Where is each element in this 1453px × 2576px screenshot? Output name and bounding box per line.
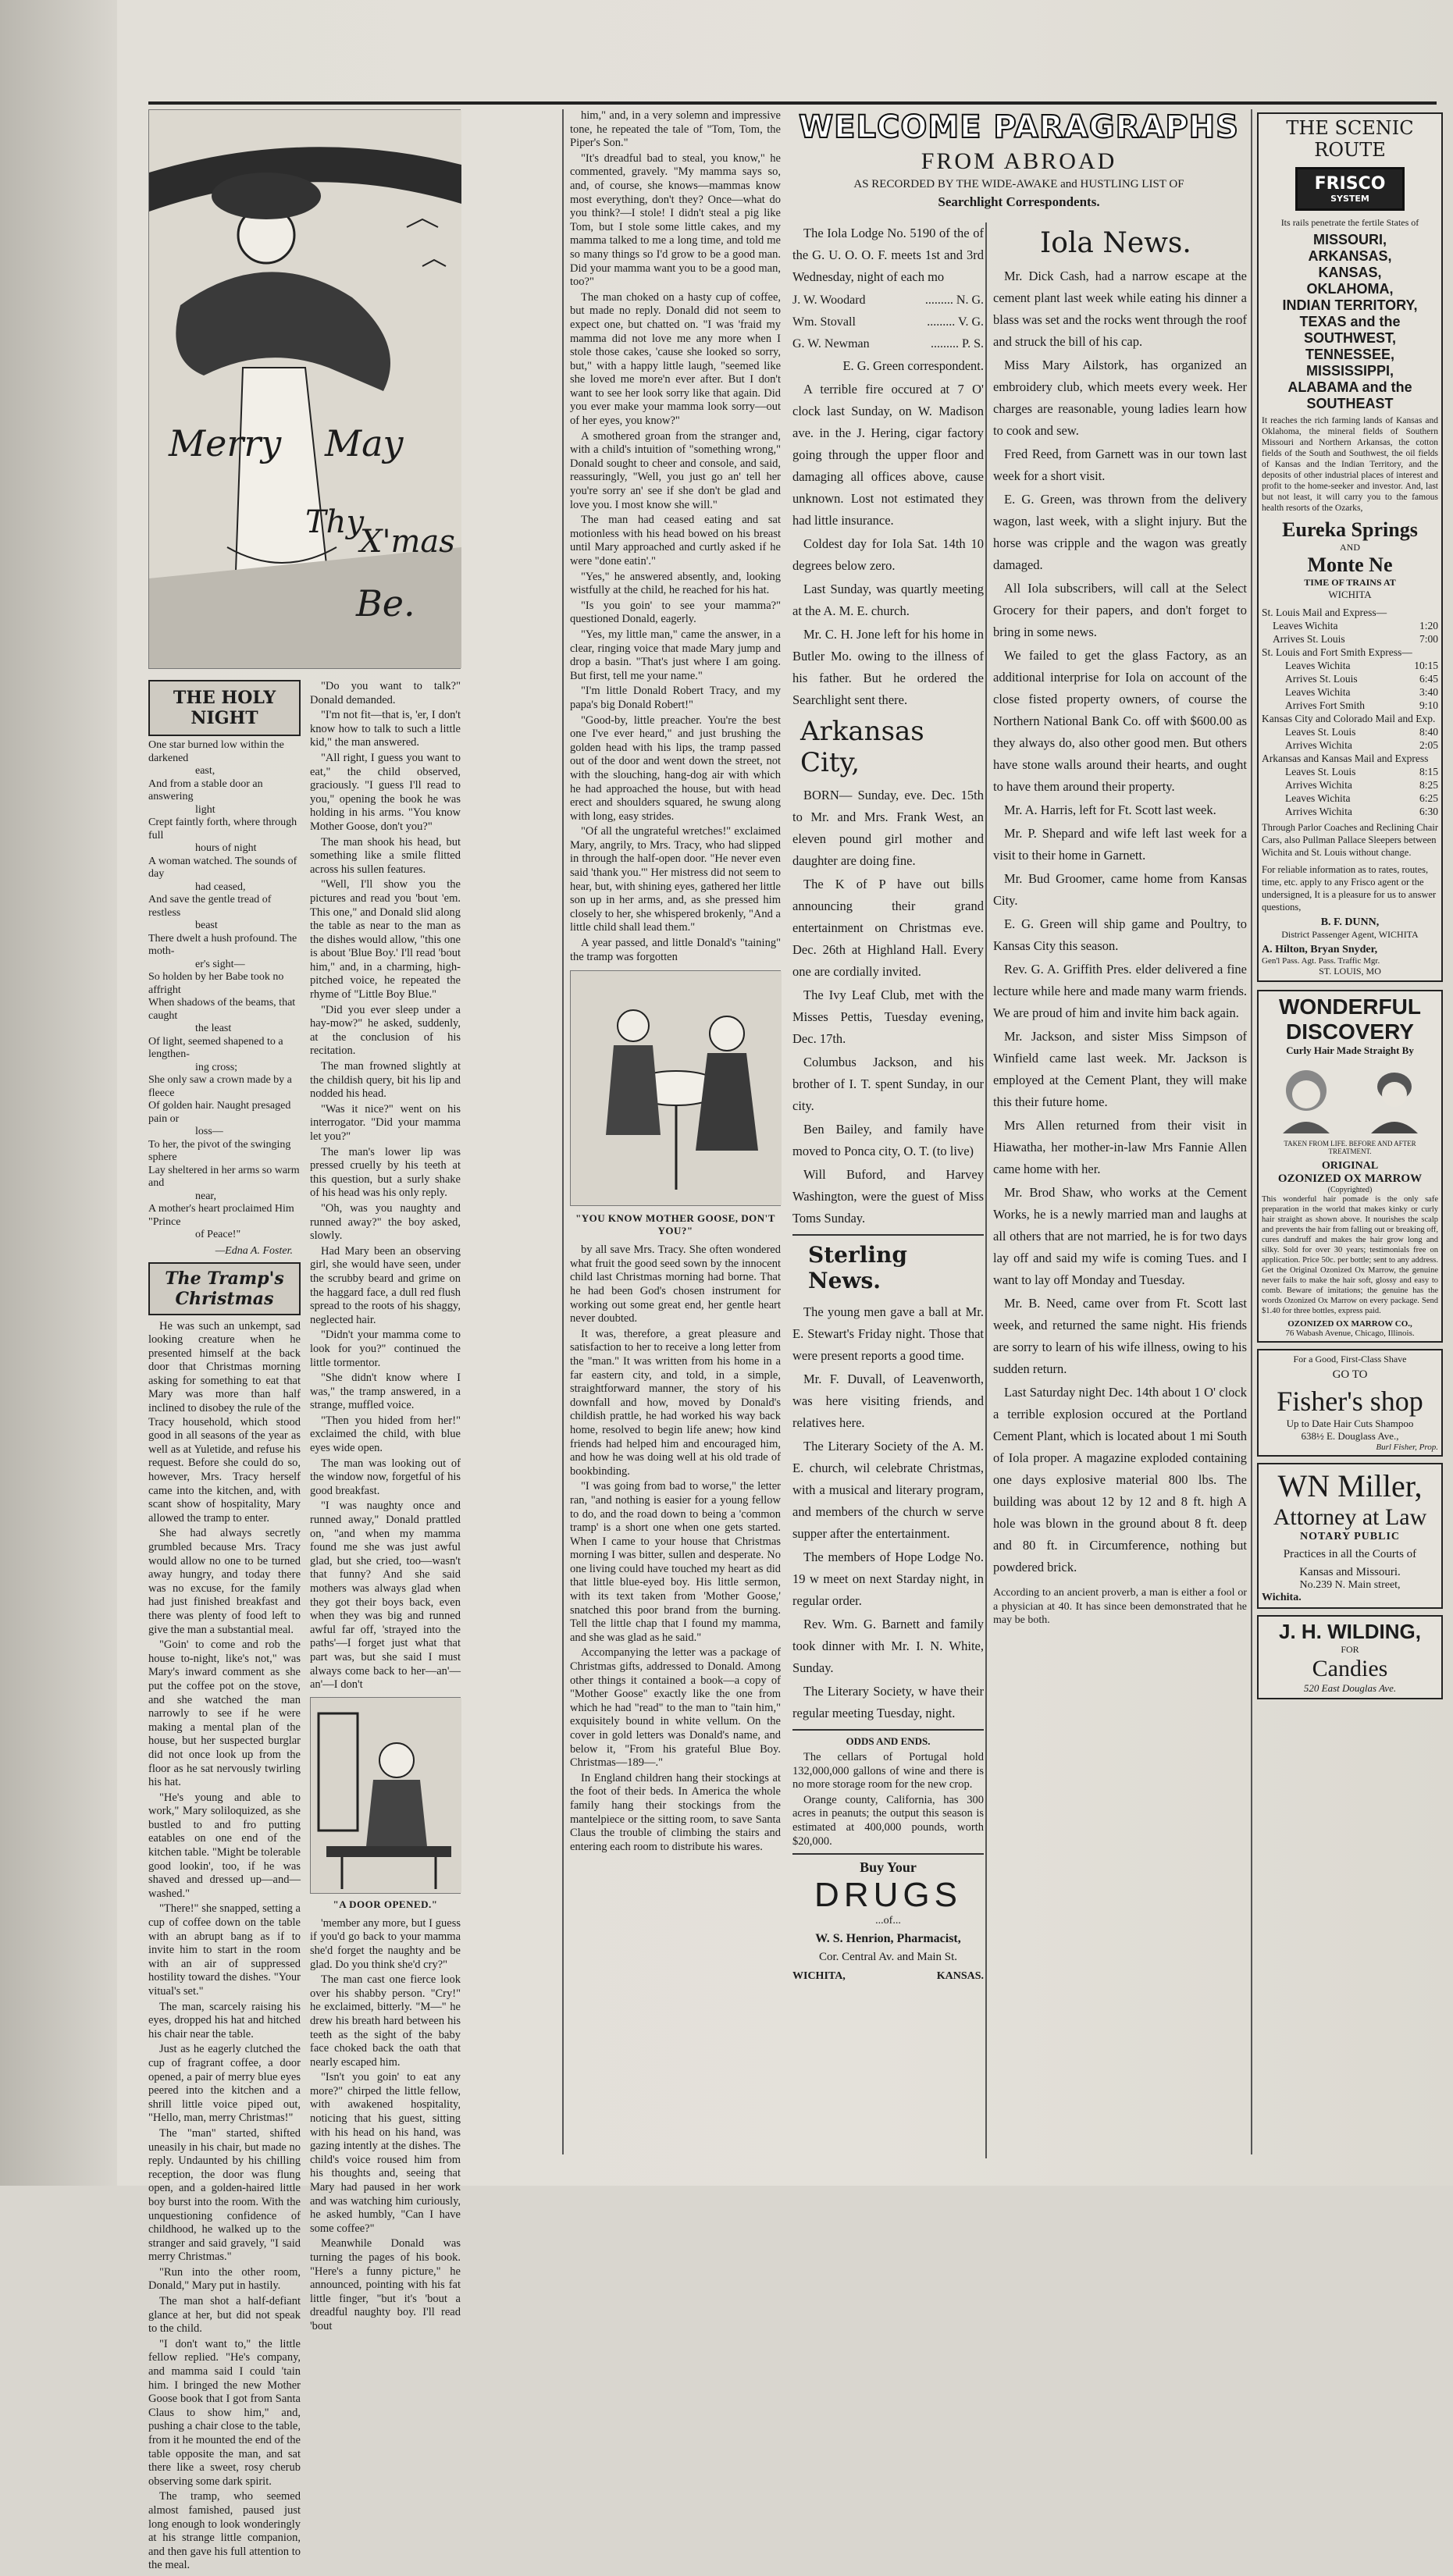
- train-row: [1262, 738, 1438, 752]
- through-coaches: Through Parlor Coaches and Reclining Chair Cars, also Pullman Pallace Sleepers between Wichita and St. Louis without change.: [1262, 822, 1438, 858]
- story-paragraph: She had always secretly grumbled because Mrs. Tracy would allow no one to be turned away hungry, and today there was no excuse, for the family had just finished breakfast and there was plenty of food left to give the man a substantial meal.: [148, 1527, 301, 1636]
- train-time: 3:40: [1419, 686, 1438, 698]
- story-paragraph: The tramp, who seemed almost famished, paused just long enough to look wonderingly at his strange little companion, and then gave his full attention to the meal.: [148, 2490, 301, 2572]
- poem-line: Of light, seemed shapened to a lengthen-: [148, 1035, 283, 1060]
- drugs-word: DRUGS: [814, 1876, 962, 1915]
- original-label: ORIGINAL: [1321, 1160, 1379, 1172]
- card-text-merry: Merry: [169, 422, 282, 464]
- col1-body: [148, 680, 461, 2576]
- sterling-news-title: Sterling News.: [808, 1242, 907, 1293]
- story-paragraph: "Did you ever sleep under a hay-mow?" he asked, suddenly, at the conclusion of his recitation.: [310, 1003, 461, 1058]
- news-item: Will Buford, and Harvey Washington, were the guest of Miss Toms Sunday.: [792, 1167, 984, 1226]
- train-row: [1262, 699, 1438, 712]
- state-name: TENNESSEE,: [1305, 347, 1395, 362]
- train-time: 2:05: [1419, 739, 1438, 751]
- news-item: Ben Bailey, and family have moved to Ponca city, O. T. (to live): [792, 1122, 984, 1158]
- news-item: The members of Hope Lodge No. 19 w meet on next Starday night, in regular order.: [792, 1550, 984, 1608]
- story-paragraph: "I'm not fit—that is, 'er, I don't know how to talk to such a little kid," the man answered.: [310, 709, 461, 749]
- rule-sterling: [792, 1234, 984, 1236]
- poem-line: er's sight—: [195, 958, 245, 970]
- fishers-shop: Fisher's shop: [1277, 1386, 1423, 1417]
- poem-line: beast: [195, 920, 218, 931]
- story-paragraph: "All right, I guess you want to eat," the child observed, graciously. "I guess I'll read to you," opening the book he was holding in his arms. "You know Mother Goose, don't you?": [310, 751, 461, 833]
- miller-city: Wichita.: [1262, 1592, 1302, 1603]
- train-times: [1262, 606, 1438, 818]
- poem-line: A woman watched. The sounds of day: [148, 855, 297, 880]
- train-label: Leaves St. Louis: [1285, 726, 1356, 738]
- tramp-story-part4: [570, 109, 781, 964]
- poem-line: And from a stable door an answering: [148, 777, 263, 802]
- story-paragraph: Meanwhile Donald was turning the pages of his book. "Here's a funny picture," he announced, pointing with his fat little finger, "but it's 'bout a dreadful naughty boy. I'll read 'bout: [310, 2237, 461, 2332]
- card-text-be: Be.: [356, 582, 415, 624]
- poem-line: A mother's heart proclaimed Him "Prince: [148, 1203, 294, 1228]
- train-row: [1262, 712, 1438, 725]
- news-item: Mr. C. H. Jone left for his home in Butler Mo. owing to the illness of his father. But he ordered the Searchlight sent there.: [792, 627, 984, 707]
- miller-ad: [1257, 1463, 1443, 1609]
- story-paragraph: "I was naughty once and runned away," Donald prattled on, "and when my mamma found me she was just awful glad, but she cried, too—wasn't that funny? And she said mothers was always glad when they got their boys back, even when they was big and runned awful far off, 'strayed into the paths'—I forget just what that part was, but she said I must always come back to her—an'—an'—I don't: [310, 1500, 461, 1692]
- train-label: Arrives St. Louis: [1285, 673, 1358, 685]
- frisco-states: [1262, 232, 1438, 412]
- news-item: Coldest day for Iola Sat. 14th 10 degrees below zero.: [792, 536, 984, 573]
- from-abroad: FROM ABROAD: [921, 148, 1117, 174]
- train-label: Leaves Wichita: [1273, 620, 1338, 632]
- tramp-story-part1: [148, 1320, 301, 2573]
- story-paragraph: The man shot a half-defiant glance at her, but did not speak to the child.: [148, 2295, 301, 2336]
- story-paragraph: The man cast one fierce look over his shabby person. "Cry!" he exclaimed, bitterly. "M—" he drew his breath hard between his teeth as the sight of the baby face choked back the oath that nearly escaped him.: [310, 1973, 461, 2069]
- train-label: Arrives Wichita: [1285, 739, 1352, 751]
- poem-line: One star burned low within the darkened: [148, 739, 284, 764]
- mother-goose-illustration: [570, 970, 781, 1206]
- odds-ends-title: ODDS AND ENDS.: [846, 1735, 931, 1747]
- train-row: [1262, 725, 1438, 738]
- story-paragraph: The "man" started, shifted uneasily in his chair, but made no reply. Undaunted by his chilling reception, the door was flung open, and a golden-haired little boy burst into the room. With the unquestioning confidence of childhood, he walked up to the stranger and said gravely, "I said merry Christmas.": [148, 2126, 301, 2264]
- news-item: Mr. B. Need, came over from Ft. Scott last week, and returned the same night. His friends are sorry to learn of his wife illness, owing to his sudden return.: [993, 1296, 1247, 1376]
- news-item: Mr. Brod Shaw, who works at the Cement Works, he is a newly married man and laughs at all others that are not married, he is for two days lay off and said my wife is coming Tues. and I want to lay off Monday and Tuesday.: [993, 1185, 1247, 1287]
- train-label: Leaves Wichita: [1285, 686, 1351, 698]
- tramp-title: The Tramp's Christmas: [148, 1262, 301, 1315]
- train-row: [1262, 765, 1438, 778]
- officer-name: Wm. Stovall: [792, 315, 856, 329]
- story-paragraph: "She didn't know where I was," the tramp answered, in a strange, muffled voice.: [310, 1372, 461, 1412]
- story-paragraph: A smothered groan from the stranger and, with a child's intuition of "something wrong," Donald sought to cheer and console, and said, reassuringly, "Well, you just go an' tell her you're sorry an' see if she don't be glad and love you. I most know she will.": [570, 429, 781, 511]
- before-portrait: [1275, 1063, 1337, 1133]
- rule-drugs: [792, 1853, 984, 1855]
- story-paragraph: In England children hang their stockings at the foot of their beds. In America the whole family hang their stockings from the mantelpiece or the sitting room, to save Santa Claus the trouble of climbing the stairs and entering each room to distribute his wares.: [570, 1771, 781, 1853]
- hilton-titles: Gen'l Pass. Agt. Pass. Traffic Mgr.: [1262, 956, 1380, 966]
- news-item: Last Sunday, was quartly meeting at the A. M. E. church.: [792, 582, 984, 618]
- train-time: 10:15: [1414, 660, 1438, 671]
- hilton-names: A. Hilton, Bryan Snyder,: [1262, 944, 1378, 955]
- lodge-officer-row: [792, 290, 984, 311]
- mother-goose-caption: "YOU KNOW MOTHER GOOSE, DON'T YOU?": [575, 1212, 775, 1237]
- lodge-officers: [792, 290, 984, 355]
- poem-line: When shadows of the beams, that caught: [148, 997, 296, 1022]
- tramp-story-part2: [310, 680, 461, 1692]
- wilding-name: J. H. WILDING,: [1279, 1620, 1421, 1643]
- state-name: TEXAS and the: [1299, 314, 1401, 329]
- time-of-trains: TIME OF TRAINS AT: [1304, 577, 1396, 588]
- lodge-officer-row: [792, 311, 984, 333]
- story-paragraph: "Well, I'll show you the pictures and read you 'bout 'em. This one," and Donald slid along the table as near to the man as the dishes would allow, "this one is about 'Blue Boy.' I'll read 'bout him," and, in a charming, high-pitched voice, he repeated the rhyme of "Little Boy Blue.": [310, 878, 461, 1002]
- news-item: The Literary Society of the A. M. E. church, wil celebrate Christmas, with a musical and literary program, and members of the church w serve supper after the entertainment.: [792, 1439, 984, 1541]
- story-paragraph: The man had ceased eating and sat motionless with his head bowed on his breast until Mary approached and curtly asked if he were "done eatin'.": [570, 514, 781, 568]
- odds-item: The cellars of Portugal hold 132,000,000 gallons of wine and there is no more storage room for the new crop.: [792, 1751, 984, 1791]
- marrow-text: This wonderful hair pomade is the only safe preparation in the world that makes kinky or curly hair straight as shown above. It nourishes the scalp and prevents the hair from falling out or breaking off, cures dandruff and makes the hair grow long and silky. Sold for over 30 years; testimonials free on application. Price 50c. per bottle; sent to any address. Get the Original Ozonized Ox Marrow, the genuine never fails to make the hair soft, glossy and easy to comb. Beware of imitations; the genuine has the words Ozonized Ox Marrow on every package. Send $1.40 for three bottles, express paid.: [1262, 1195, 1438, 1315]
- story-paragraph: "Is you goin' to see your mamma?" questioned Donald, eagerly.: [570, 599, 781, 626]
- story-paragraph: Had Mary been an observing girl, she would have seen, under the scrubby beard and grime on the haggard face, a dull red flush spread to the roots of his shaggy, neglected hair.: [310, 1244, 461, 1326]
- poem-line: of Peace!": [195, 1229, 241, 1240]
- train-time: 6:45: [1419, 673, 1438, 685]
- iola-items: [792, 379, 984, 711]
- story-paragraph: by all save Mrs. Tracy. She often wondered what fruit the good seed sown by the innocent child last Christmas morning had borne. That he had been God's chosen instrument for working out some great end, her gentle heart never doubted.: [570, 1244, 781, 1325]
- odds-ends-items: [792, 1751, 984, 1848]
- holy-night-title: THE HOLY NIGHT: [148, 680, 301, 736]
- train-label: Leaves St. Louis: [1285, 766, 1356, 777]
- arkansas-city-items: [792, 785, 984, 1229]
- recorded-by: AS RECORDED BY THE WIDE-AWAKE and HUSTLING LIST OF: [853, 178, 1184, 190]
- train-row: [1262, 752, 1438, 765]
- news-item: BORN— Sunday, eve. Dec. 15th to Mr. and Mrs. Frank West, an eleven pound girl mother and daughter are doing fine.: [792, 788, 984, 868]
- ox-marrow-ad: [1257, 990, 1443, 1343]
- go-to: GO TO: [1332, 1368, 1368, 1381]
- train-row: [1262, 778, 1438, 792]
- arkansas-city-title: Arkansas City,: [800, 716, 924, 778]
- officer-title: ......... P. S.: [930, 337, 984, 350]
- train-label: St. Louis Mail and Express—: [1262, 607, 1387, 618]
- news-item: The Ivy Leaf Club, met with the Misses Pettis, Tuesday evening, Dec. 17th.: [792, 987, 984, 1046]
- practices: Practices in all the Courts of: [1283, 1548, 1417, 1560]
- top-rule: [148, 101, 1437, 105]
- poem-line: the least: [195, 1023, 232, 1034]
- mother-goose-art: [571, 971, 782, 1205]
- wilding-ad: [1257, 1615, 1443, 1699]
- news-item: A terrible fire occured at 7 O' clock last Sunday, on W. Madison ave. in the J. Hering, cigar factory going through the upper floor and damaging all offices above, cause unknown. Lost not estimated they had little insurance.: [792, 382, 984, 528]
- train-row: [1262, 792, 1438, 805]
- column-3-body: [792, 222, 984, 2158]
- column-2: [570, 109, 781, 2162]
- state-name: MISSISSIPPI,: [1305, 363, 1394, 379]
- searchlight-correspondents: Searchlight Correspondents.: [938, 194, 1100, 209]
- story-paragraph: "Yes," he answered absently, and, looking wistfully at the child, he reached for his hat.: [570, 570, 781, 597]
- story-paragraph: 'member any more, but I guess if you'd go back to your mamma she'd forget the naughty and be glad. Do you think she'd cry?": [310, 1916, 461, 1971]
- news-item: E. G. Green, was thrown from the delivery wagon, last week, with a slight injury. But the horse was cripple and the wagon was greatly damaged.: [993, 492, 1247, 572]
- door-opened-caption: "A DOOR OPENED.": [333, 1898, 438, 1910]
- story-paragraph: "Goin' to come and rob the house to-night, like's not," was Mary's inward comment as she put the coffee pot on the stove, and she watched the man narrowly to see if he were making a mental plan of the house, but her suspected burglar did not once look up from the floor as he sat nervously twirling his hat.: [148, 1638, 301, 1789]
- odds-item: Orange county, California, has 300 acres in peanuts; the output this season is estimated at 400,000 pounds, worth $20,000.: [792, 1793, 984, 1848]
- fisher-address: 638½ E. Douglass Ave.,: [1301, 1430, 1399, 1442]
- poem-line: And save the gentle tread of restless: [148, 894, 272, 919]
- state-name: SOUTHEAST: [1306, 396, 1394, 411]
- poem-line: Of golden hair. Naught presaged pain or: [148, 1100, 291, 1125]
- col1-right: [310, 680, 461, 2576]
- state-name: INDIAN TERRITORY,: [1282, 297, 1418, 313]
- after-portrait: [1363, 1063, 1426, 1133]
- column-5-ads: [1257, 109, 1443, 2162]
- news-item: Mr. Dick Cash, had a narrow escape at the cement plant last week while eating his dinner a blass was set and the rocks went through the roof and struck the bill of his cap.: [993, 269, 1247, 349]
- news-item: Last Saturday night Dec. 14th about 1 O' clock a terrible explosion occured at the Portland Cement Plant, which is located about 1 mi South of Iola proper. A magazine exploded containing one days explosive material 800 lbs. The building was about 12 by 12 and 8 ft. high A hole was blown in the ground about 8 ft. deep and 80 ft. in Circumference, nothing but powdered brick.: [993, 1385, 1247, 1574]
- train-row: [1262, 646, 1438, 659]
- story-paragraph: The man frowned slightly at the childish query, bit his lip and nodded his head.: [310, 1060, 461, 1101]
- train-time: 6:25: [1419, 792, 1438, 804]
- news-item: All Iola subscribers, will call at the Select Grocery for their papers, and don't forget to bring in some news.: [993, 581, 1247, 639]
- story-paragraph: "I don't want to," the little fellow replied. "He's company, and mamma said I could 'tain him. I bringed the new Mother Goose book that I got from Santa Claus to show him," and, pushing a chair close to the table, from it he mounted the end of the table opposite the man, and sat there like a sweet, rosy cherub observing some dark spirit.: [148, 2337, 301, 2488]
- wonderful: WONDERFUL: [1279, 994, 1421, 1019]
- proverb: According to an ancient proverb, a man is either a fool or a physician at 40. It has since been demonstrated that he may be both.: [993, 1587, 1247, 1627]
- poem-line: To her, the pivot of the swinging sphere: [148, 1138, 291, 1163]
- drugs-city-row: [792, 1970, 984, 1983]
- train-time: 8:15: [1419, 766, 1438, 777]
- iola-news-items: [993, 265, 1247, 1578]
- frisco-logo-system: SYSTEM: [1330, 194, 1369, 204]
- state-name: SOUTHWEST,: [1303, 330, 1396, 346]
- train-time: 7:00: [1419, 633, 1438, 645]
- lodge-correspondent: E. G. Green correspondent.: [842, 358, 984, 373]
- news-item: Columbus Jackson, and his brother of I. T. spent Sunday, in our city.: [792, 1055, 984, 1113]
- poem-line: So holden by her Babe took no affright: [148, 971, 284, 996]
- poem-line: Crept faintly forth, where through full: [148, 817, 297, 841]
- monte-ne: Monte Ne: [1307, 553, 1393, 576]
- train-label: Arkansas and Kansas Mail and Express: [1262, 753, 1429, 764]
- story-paragraph: The man's lower lip was pressed cruelly by his teeth at this question, but a surly shake of his head was his only reply.: [310, 1145, 461, 1200]
- story-paragraph: Accompanying the letter was a package of Christmas gifts, addressed to Donald. Among other things it contained a book—a copy of "Mother Goose" exactly like the one from which he had "read" to the man to "tain him," exquisitely bound in white vellum. On the cover in gold letters was Donald's name, and below it, "From his grateful Blue Boy. Christmas—189—.": [570, 1646, 781, 1770]
- train-label: Arrives Fort Smith: [1285, 699, 1366, 711]
- story-paragraph: "There!" she snapped, setting a cup of coffee down on the table with an abrupt bang as if to invite him to start in the room with an air of suppressed hostility toward the dishes. "Your vitual's set.": [148, 1902, 301, 1998]
- story-paragraph: Just as he eagerly clutched the cup of fragrant coffee, a door opened, a pair of merry blue eyes peered into the kitchen and a shrill little voice piped out, "Hello, man, merry Christmas!": [148, 2043, 301, 2125]
- st-louis-mo: ST. LOUIS, MO: [1319, 966, 1381, 977]
- train-label: Arrives Wichita: [1285, 806, 1352, 817]
- reliable-info: For reliable information as to rates, routes, time, etc. apply to any Frisco agent or the undersigned, It is a pleasure for us to answer questions,: [1262, 864, 1437, 913]
- news-item: Mr. Jackson, and sister Miss Simpson of Winfield came last week. Mr. Jackson is employed at the Cement Plant, they will make this their future home.: [993, 1029, 1247, 1109]
- story-paragraph: "Good-by, little preacher. You're the best one I've ever heard," and just brushing the golden head with his lips, the tramp passed out of the door and went down the street, not with the slouching, hang-dog air with which he had approached the house, but with head erect and shoulders squared, he swung along with long, easy strides.: [570, 713, 781, 823]
- miller-address: No.239 N. Main street,: [1299, 1579, 1401, 1591]
- train-time: 8:40: [1419, 726, 1438, 738]
- news-item: E. G. Green will ship game and Poultry, to Kansas City this season.: [993, 916, 1247, 953]
- attorney: Attorney at Law: [1273, 1504, 1427, 1530]
- drugs-buy: Buy Your: [860, 1859, 917, 1876]
- hair-cuts: Up to Date Hair Cuts Shampoo: [1286, 1418, 1414, 1429]
- iola-news-title: Iola News.: [1040, 227, 1191, 259]
- story-paragraph: The man shook his head, but something like a smile flitted across his sullen features.: [310, 835, 461, 876]
- news-item: Miss Mary Ailstork, has organized an embroidery club, which meets every week. Her charges are reasonable, young ladies learn how to cook and sew.: [993, 358, 1247, 438]
- drugs-ad: [792, 1859, 984, 1983]
- story-paragraph: "Was it nice?" went on his interrogator. "Did your mamma let you?": [310, 1102, 461, 1143]
- train-row: [1262, 685, 1438, 699]
- curly-hair: Curly Hair Made Straight By: [1286, 1044, 1414, 1056]
- card-text-may: May: [325, 422, 404, 464]
- train-row: [1262, 659, 1438, 672]
- train-time: 9:10: [1419, 699, 1438, 711]
- story-paragraph: "Do you want to talk?" Donald demanded.: [310, 680, 461, 706]
- story-paragraph: "He's young and able to work," Mary soliloquized, as she bustled to and fro putting eatables on one end of the kitchen table. "Might be tolerable good lookin', too, if he was shaved and dressed up—and—washed.": [148, 1791, 301, 1900]
- dunn-title: District Passenger Agent, WICHITA: [1281, 929, 1419, 940]
- holy-night-poem: [148, 739, 301, 1242]
- rule-odds: [792, 1729, 984, 1731]
- train-label: Leaves Wichita: [1285, 660, 1351, 671]
- story-paragraph: The man was looking out of the window now, forgetful of his good breakfast.: [310, 1457, 461, 1497]
- notary: NOTARY PUBLIC: [1299, 1531, 1400, 1542]
- column-divider-4: [1251, 109, 1252, 2154]
- state-name: KANSAS,: [1318, 265, 1382, 280]
- state-name: OKLAHOMA,: [1306, 281, 1394, 297]
- and-word: AND: [1340, 542, 1360, 553]
- eureka-springs: Eureka Springs: [1282, 518, 1418, 541]
- news-item: The Literary Society, w have their regular meeting Tuesday, night.: [792, 1684, 984, 1720]
- good-shave: For a Good, First-Class Shave: [1293, 1354, 1407, 1364]
- lodge-intro: The Iola Lodge No. 5190 of the of the G. U. O. O. F. meets 1st and 3rd Wednesday, night of each mo: [792, 226, 984, 284]
- drugs-city: WICHITA,: [792, 1970, 846, 1983]
- train-label: St. Louis and Fort Smith Express—: [1262, 646, 1412, 658]
- welcome-section: [789, 109, 1249, 210]
- train-row: [1262, 619, 1438, 632]
- train-row: [1262, 606, 1438, 619]
- train-label: Kansas City and Colorado Mail and Exp.: [1262, 713, 1436, 724]
- news-item: Mr. A. Harris, left for Ft. Scott last week.: [1004, 802, 1216, 817]
- column-4: [993, 222, 1247, 2158]
- frisco-logo-text: FRISCO: [1314, 174, 1386, 194]
- train-row: [1262, 672, 1438, 685]
- story-paragraph: "I'm little Donald Robert Tracy, and my papa's big Donald Robert!": [570, 685, 781, 711]
- train-label: Arrives Wichita: [1285, 779, 1352, 791]
- news-item: Mr. Bud Groomer, came home from Kansas City.: [993, 871, 1247, 908]
- poem-author: —Edna A. Foster.: [215, 1244, 293, 1257]
- drugs-of: ...of...: [875, 1915, 901, 1927]
- train-row: [1262, 805, 1438, 818]
- ox-marrow-address: 76 Wabash Avenue, Chicago, Illinois.: [1285, 1329, 1415, 1338]
- sterling-items: [792, 1301, 984, 1724]
- tramp-story-part5: [570, 1244, 781, 1854]
- story-paragraph: It was, therefore, a great pleasure and satisfaction to her to receive a long letter from the "man." It was written from his home in a far eastern city, and told, in a simple, straightforward manner, the story of his downfall and how, moved by Donald's childish prattle, he had worked his way back home, resolved to begin life anew; how kind friends had helped him and encouraged him, and how he was doing well at his old trade of bookbinding.: [570, 1327, 781, 1478]
- poem-line: light: [195, 803, 215, 816]
- poem-line: ing cross;: [195, 1061, 238, 1073]
- fisher-prop: Burl Fisher, Prop.: [1376, 1443, 1438, 1452]
- story-paragraph: "Isn't you goin' to eat any more?" chirped the little fellow, with awakened hospitality, noticing that his guest, sitting with his head on his hand, was gazing intently at the dishes. The child's voice roused him from his thoughts and, seeing that Mary had paused in her work and was watching him curiously, he asked humbly, "Can I have some coffee?": [310, 2071, 461, 2235]
- story-paragraph: him," and, in a very solemn and impressive tone, he repeated the tale of "Tom, Tom, the Piper's Son.": [570, 109, 781, 150]
- story-paragraph: "Run into the other room, Donald," Mary put in hastily.: [148, 2265, 301, 2293]
- poem-line: hours of night: [195, 842, 257, 854]
- story-paragraph: "Of all the ungrateful wretches!" exclaimed Mary, angrily, to Mrs. Tracy, who had slipped in through the half-open door. "He never even said 'thank you.'" Her mistress did not seem to hear, but, with shining eyes, gathered her little son up in her arms, and, as she pressed him closely to her, she whispered brokenly, "And a little child shall lead them.": [570, 825, 781, 934]
- scenic-route-title: THE SCENIC ROUTE: [1286, 117, 1414, 161]
- frisco-reaches: It reaches the rich farming lands of Kansas and Oklahoma, the mineral fields of Southern Missouri and Northern Arkansas, the cotton fields of the South and Southwest, the oil fields of Kansas and the Indian Territory, and the deposits of other industrial places of interest and profit to the home-seeker and investor. And, last but not least, it will carry you to the famous health resorts of the Ozarks,: [1262, 416, 1438, 513]
- frisco-penetrate: Its rails penetrate the fertile States of: [1280, 217, 1419, 228]
- miller-name: WN Miller,: [1277, 1468, 1423, 1503]
- train-label: Leaves Wichita: [1285, 792, 1351, 804]
- taken-from-life: TAKEN FROM LIFE. BEFORE AND AFTER TREATMENT.: [1284, 1140, 1416, 1155]
- news-item: Rev. G. A. Griffith Pres. elder delivered a fine lecture while here and made many warm friends. We are proud of him and invite him back again.: [993, 962, 1247, 1020]
- officer-title: ......... N. G.: [924, 294, 984, 307]
- poem-line: Lay sheltered in her arms so warm and: [148, 1164, 300, 1189]
- news-item: Rev. Wm. G. Barnett and family took dinner with Mr. I. N. White, Sunday.: [792, 1617, 984, 1675]
- story-paragraph: He was such an unkempt, sad looking creature when he presented himself at the back door that Christmas morning asking for something to eat that Mary was more than half inclined to disobey the rule of the Tracy household, which stood good in all seasons of the year as well as at Yuletide, and refuse his request. Before she could do so, however, Mrs. Tracy herself came into the kitchen, and, with scant show of hospitality, Mary allowed the tramp to enter.: [148, 1319, 301, 1525]
- discovery: DISCOVERY: [1286, 1019, 1414, 1044]
- state-name: ALABAMA and the: [1287, 379, 1412, 395]
- column-divider-3: [985, 222, 987, 2158]
- poem-line: loss—: [195, 1126, 223, 1137]
- news-item: We failed to get the glass Factory, as an additional interprise for Iola on account of the close fisted property owners, of course the Northern National Bank Co. off with $600.00 as they always do, also other good men. But others have stone walls around their hearts, and ought to have them around their property.: [993, 648, 1247, 794]
- news-item: Mr. F. Duvall, of Leavenworth, was here visiting friends, and relatives here.: [792, 1372, 984, 1430]
- column-divider-1: [562, 109, 564, 2154]
- wilding-address: 520 East Douglas Ave.: [1303, 1682, 1397, 1694]
- story-paragraph: "Didn't your mamma come to look for you?" continued the little tormentor.: [310, 1329, 461, 1369]
- story-paragraph: The man choked on a hasty cup of coffee, but made no reply. Donald did not seem to expect one, but chatted on. "I was 'fraid my mamma did not love me any more when I stole those cakes, 'cause she looked so sorry, but," with a happy little laugh, "seemed like she loved me more'n ever after. But I don't want to see her look sorry like that again. Did you ever make your mamma look sorry—out of her eyes, you know?": [570, 290, 781, 428]
- story-paragraph: A year passed, and little Donald's "taining" the tramp was forgotten: [570, 937, 781, 963]
- train-label: Arrives St. Louis: [1273, 633, 1345, 645]
- news-item: Mr. P. Shepard and wife left last week for a visit to their home in Garnett.: [993, 826, 1247, 863]
- copyrighted: (Copyrighted): [1327, 1186, 1373, 1194]
- frisco-logo: [1295, 167, 1405, 211]
- drugs-state: KANSAS.: [936, 1970, 984, 1983]
- drugs-address: Cor. Central Av. and Main St.: [818, 1951, 958, 1964]
- news-item: The K of P have out bills announcing their grand entertainment on Christmas eve. Dec. 26th at Highland Hall. Every one are cordially invited.: [792, 877, 984, 979]
- story-paragraph: "I was going from bad to worse," the letter ran, "and nothing is easier for a young fellow to do, and the road down to being a 'common tramp' is a short one when one gets started. When I came to your house that Christmas morning I was bitter, sullen and desperate. No one living could have touched my heart as did that little blue-eyed boy. His little sermon, with its text taken from 'Mother Goose,' snatched this poor brand from the burning. Tell the little chap that I found my mamma, and she was glad as he said.": [570, 1480, 781, 1644]
- poem-line: She only saw a crown made by a fleece: [148, 1074, 292, 1099]
- ozonized-title: OZONIZED OX MARROW: [1277, 1172, 1423, 1185]
- wichita-label: WICHITA: [1328, 589, 1372, 600]
- ox-marrow-co: OZONIZED OX MARROW CO.,: [1287, 1319, 1412, 1329]
- state-name: ARKANSAS,: [1308, 248, 1392, 264]
- wilding-for: FOR: [1341, 1644, 1359, 1655]
- officer-name: J. W. Woodard: [792, 294, 866, 307]
- card-text-xmas: X'mas: [360, 524, 455, 560]
- poem-line: near,: [195, 1190, 217, 1202]
- news-item: Mrs Allen returned from their visit in Hiawatha, her mother-in-law Mrs Fannie Allen came home with her.: [993, 1118, 1247, 1176]
- door-opened-illustration: [310, 1697, 461, 1894]
- before-after-portraits: [1262, 1063, 1438, 1133]
- train-time: 8:25: [1419, 779, 1438, 791]
- kansas-missouri: Kansas and Missouri.: [1299, 1566, 1401, 1578]
- poem-line: east,: [195, 765, 215, 777]
- column-1: [148, 109, 461, 2572]
- poem-line: There dwelt a hush profound. The moth-: [148, 932, 297, 957]
- story-paragraph: The man, scarcely raising his eyes, dropped his hat and hitched his chair near the table.: [148, 2000, 301, 2041]
- drugs-pharmacist: W. S. Henrion, Pharmacist,: [815, 1932, 961, 1946]
- officer-title: ......... V. G.: [927, 315, 984, 329]
- candies: Candies: [1312, 1656, 1388, 1681]
- card-text-thy: Thy: [305, 504, 365, 540]
- state-name: MISSOURI,: [1312, 232, 1387, 247]
- news-item: Fred Reed, from Garnett was in our town last week for a short visit.: [993, 447, 1247, 483]
- poem-line: had ceased,: [195, 881, 246, 893]
- frisco-ad: [1257, 112, 1443, 982]
- fisher-ad: [1257, 1349, 1443, 1457]
- story-paragraph: "Then you hided from her!" exclaimed the child, with blue eyes wide open.: [310, 1414, 461, 1455]
- officer-name: G. W. Newman: [792, 337, 870, 350]
- news-item: The young men gave a ball at Mr. E. Stewart's Friday night. Those that were present reports a good time.: [792, 1304, 984, 1363]
- tramp-story-part3: [310, 1917, 461, 2334]
- col1-left: [148, 680, 301, 2576]
- door-opened-art: [311, 1698, 461, 1893]
- binding-gutter: [0, 0, 117, 2186]
- train-time: 1:20: [1419, 620, 1438, 632]
- train-row: [1262, 632, 1438, 646]
- christmas-card-illustration: [148, 109, 461, 669]
- story-paragraph: "Oh, was you naughty and runned away?" the boy asked, slowly.: [310, 1201, 461, 1243]
- lodge-officer-row: [792, 333, 984, 355]
- train-time: 6:30: [1419, 806, 1438, 817]
- welcome-banner: WELCOME PARAGRAPHS: [799, 109, 1239, 145]
- dunn-name: B. F. DUNN,: [1320, 916, 1380, 928]
- story-paragraph: "It's dreadful bad to steal, you know," he commented, gravely. "My mamma says so, and, of course, she knows—mammas know most everything, don't they? Once—what do you think?—I stole! I didn't steal a pig like Tom, but I stole some little cakes, and my mamma talked to me a long time, and told me so many things so I'd grow to be a good man. Did your mamma want you to be a good man, too?": [570, 151, 781, 289]
- story-paragraph: "Yes, my little man," came the answer, in a clear, ringing voice that made Mary jump and drop a basin. "That's just where I am going. But first, tell me your name.": [570, 628, 781, 682]
